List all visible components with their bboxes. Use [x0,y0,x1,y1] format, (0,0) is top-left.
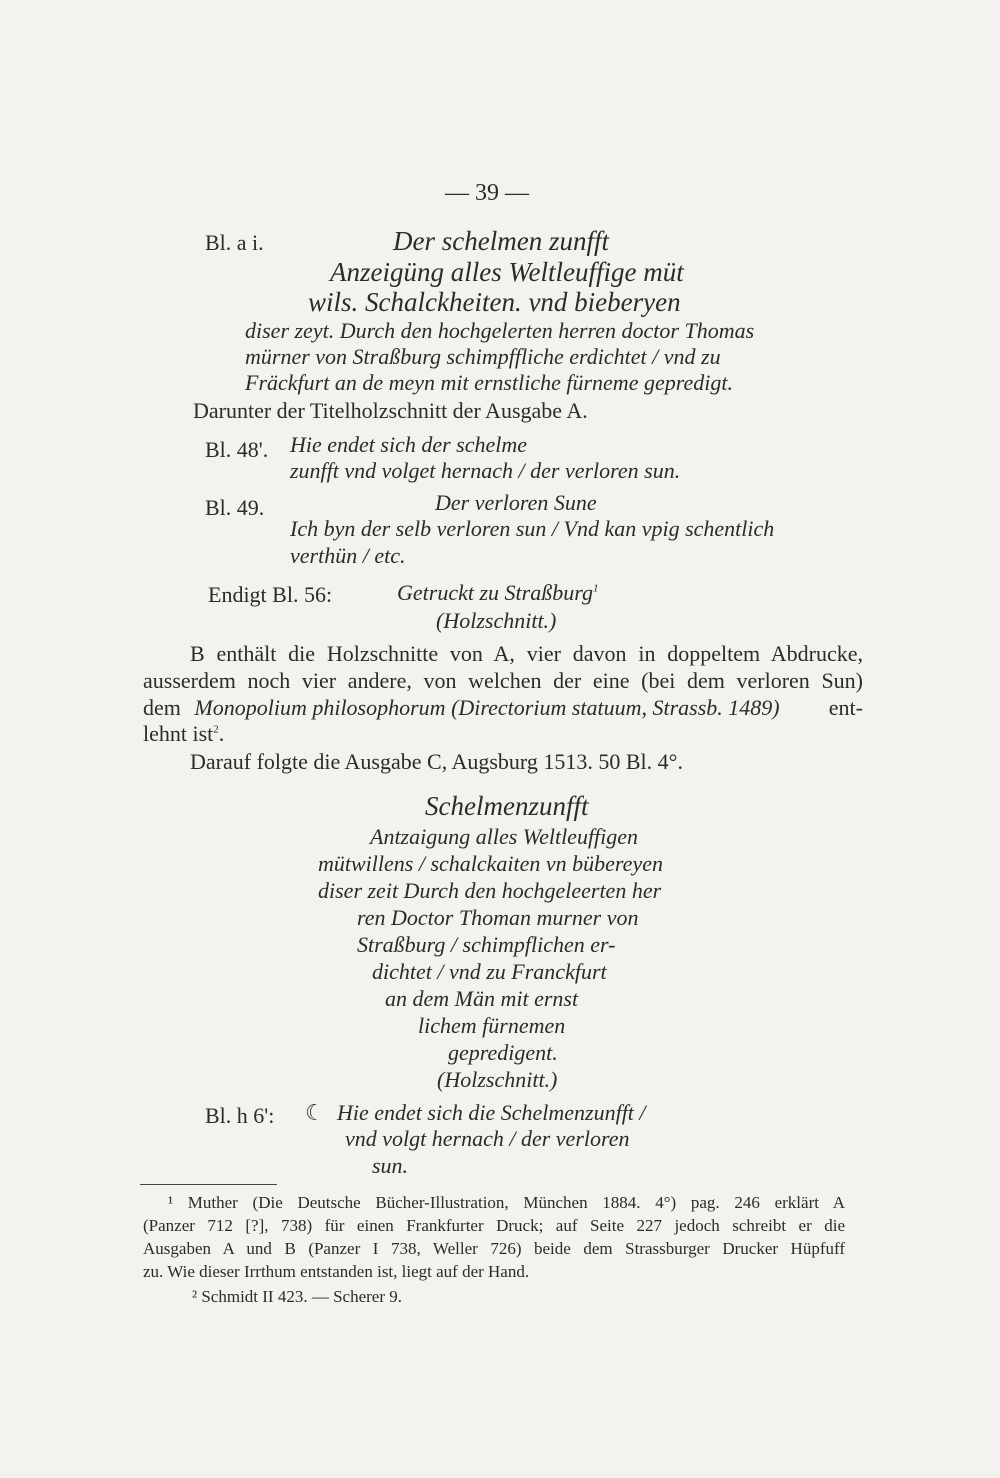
footnote-1-line-2: (Panzer 712 [?], 738) für einen Frankfurter Druck; auf Seite 227 jedoch schreibt er die [143,1216,845,1235]
page-number: — 39 — [445,180,529,206]
para-b-line-3 [143,695,863,721]
title-c-heading: Schelmenzunfft [425,791,589,821]
title-c-line-4: ren Doctor Thoman murner von [357,905,639,930]
footnote-separator [140,1184,277,1185]
entry-49-heading: Der verloren Sune [435,490,597,515]
title-c-line-5: Straßburg / schimpflichen er- [357,932,616,957]
entry-a-note: Darunter der Titelholzschnitt der Ausgabe A. [193,398,588,423]
footnote-ref-1: 1 [592,582,599,595]
entry-h6-mark: ☾ [305,1100,325,1125]
entry-h6-line-2: vnd volgt hernach / der verloren [345,1126,630,1151]
footnote-1-line-1: ¹ Muther (Die Deutsche Bücher-Illustration, München 1884. 4°) pag. 246 erklärt A [168,1193,845,1212]
entry-a-title-line-6: Fräckfurt an de meyn mit ernstliche fürneme gepredigt. [245,370,733,395]
title-c-line-3: diser zeit Durch den hochgeleerten her [318,878,662,903]
entry-end-text-main: Getruckt zu Straßburg [397,580,593,605]
footnote-1-line-4: zu. Wie dieser Irrthum entstanden ist, liegt auf der Hand. [143,1262,530,1281]
title-c-line-8: lichem fürnemen [418,1013,566,1038]
title-c-line-9: gepredigent. [448,1040,558,1065]
title-c-line-7: an dem Män mit ernst [385,986,579,1011]
para-b-line-4-end: . [218,721,225,746]
para-b-line-4-text: lehnt ist [143,721,214,746]
para-c: Darauf folgte die Ausgabe C, Augsburg 1513. 50 Bl. 4°. [190,749,683,774]
title-c-line-2: mütwillens / schalckaiten vn bübereyen [318,851,663,876]
footnote-1-line-3: Ausgaben A und B (Panzer I 738, Weller 726) beide dem Strassburger Drucker Hüpfuff [143,1239,845,1258]
para-b-line-3-c: ent- [828,695,863,720]
entry-48-line-1: Hie endet sich der schelme [290,432,528,457]
entry-end-holzschnitt: (Holzschnitt.) [436,608,557,633]
footnote-ref-2: 2 [213,723,219,736]
para-b-line-3-a: dem [143,695,181,720]
entry-end-text [397,580,598,606]
entry-a-title-line-5: mürner von Straßburg schimpffliche erdichtet / vnd zu [245,344,721,369]
entry-h6-ref: Bl. h 6': [205,1103,275,1128]
entry-end-ref: Endigt Bl. 56: [208,582,333,607]
para-b-line-4 [143,721,224,747]
entry-a-title-line-3: wils. Schalckheiten. vnd bieberyen [308,287,681,317]
para-b-line-3-b: Monopolium philosophorum (Directorium statuum, Strassb. 1489) [194,695,780,720]
para-b-line-2: ausserdem noch vier andere, von welchen der eine (bei dem verloren Sun) [143,668,863,693]
entry-h6-line-1: Hie endet sich die Schelmenzunfft / [337,1100,646,1125]
entry-a-title-line-4: diser zeyt. Durch den hochgelerten herren doctor Thomas [245,318,755,343]
entry-a-ref: Bl. a i. [205,230,264,255]
entry-48-line-2: zunfft vnd volget hernach / der verloren sun. [290,458,681,483]
title-c-line-1: Antzaigung alles Weltleuffigen [370,824,639,849]
entry-49-line-2: verthün / etc. [290,543,406,568]
title-c-line-6: dichtet / vnd zu Franckfurt [372,959,607,984]
entry-48-ref: Bl. 48'. [205,437,269,462]
para-b-line-1: B enthält die Holzschnitte von A, vier davon in doppeltem Abdrucke, [190,641,863,666]
entry-49-line-1: Ich byn der selb verloren sun / Vnd kan vpig schentlich [290,516,775,541]
footnote-2: ² Schmidt II 423. — Scherer 9. [192,1287,403,1306]
entry-49-ref: Bl. 49. [205,495,265,520]
entry-h6-line-3: sun. [372,1153,409,1178]
entry-a-title-line-2: Anzeigüng alles Weltleuffige müt [330,257,684,287]
title-c-holzschnitt: (Holzschnitt.) [437,1067,558,1092]
entry-a-title-line-1: Der schelmen zunfft [393,226,609,256]
